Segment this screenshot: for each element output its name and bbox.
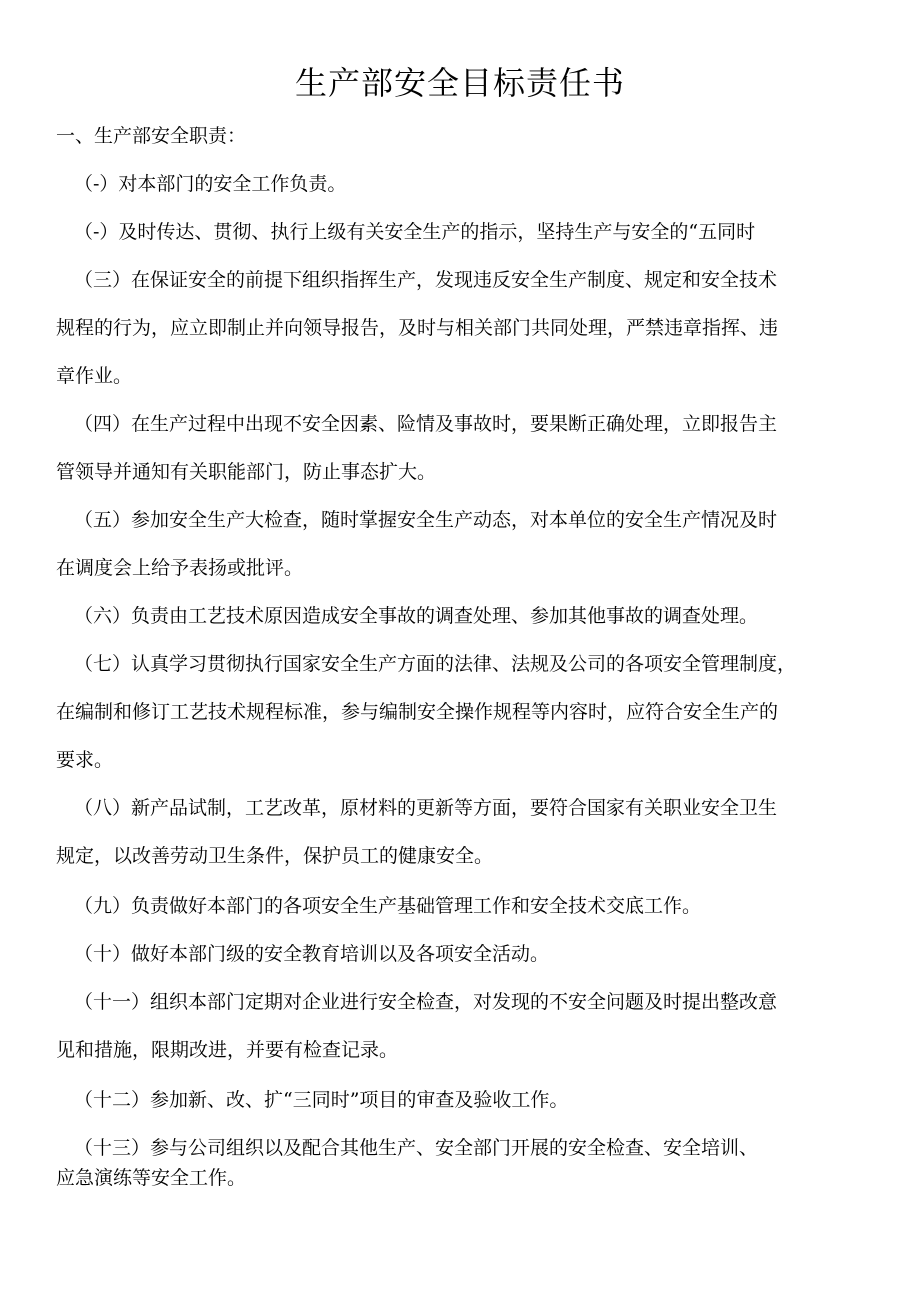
paragraph-line: （五）参加安全生产大检查，随时掌握安全生产动态，对本单位的安全生产情况及时 <box>74 509 778 531</box>
paragraph-line: 管领导并通知有关职能部门，防止事态扩大。 <box>56 461 437 483</box>
paragraph-line: （十二）参加新、改、扩“三同时”项目的审查及验收工作。 <box>74 1089 569 1111</box>
paragraph-line: （十一）组织本部门定期对企业进行安全检查，对发现的不安全问题及时提出整改意 <box>74 991 778 1013</box>
paragraph-line: （四）在生产过程中出现不安全因素、险情及事故时，要果断正确处理，立即报告主 <box>74 413 778 435</box>
paragraph-line: 规程的行为，应立即制止并向领导报告，及时与相关部门共同处理，严禁违章指挥、违 <box>56 317 779 339</box>
paragraph-line: 见和措施，限期改进，并要有检查记录。 <box>56 1039 399 1061</box>
paragraph-line: 在编制和修订工艺技术规程标准，参与编制安全操作规程等内容时，应符合安全生产的 <box>56 701 779 723</box>
paragraph-line: 规定，以改善劳动卫生条件，保护员工的健康安全。 <box>56 845 494 867</box>
paragraph-line: 应急演练等安全工作。 <box>56 1167 247 1189</box>
section-heading: 一、生产部安全职责： <box>56 125 247 147</box>
paragraph-line: （十三）参与公司组织以及配合其他生产、安全部门开展的安全检查、安全培训、 <box>74 1137 759 1159</box>
paragraph-line: （八）新产品试制，工艺改革，原材料的更新等方面，要符合国家有关职业安全卫生 <box>74 797 778 819</box>
paragraph-line: 章作业。 <box>56 365 133 387</box>
paragraph-line: 要求。 <box>56 749 114 771</box>
paragraph-line: （十）做好本部门级的安全教育培训以及各项安全活动。 <box>74 943 550 965</box>
paragraph-line: （六）负责由工艺技术原因造成安全事故的调查处理、参加其他事故的调查处理。 <box>74 605 759 627</box>
paragraph-line: （-）对本部门的安全工作负责。 <box>74 173 347 195</box>
document-title: 生产部安全目标责任书 <box>294 64 625 102</box>
paragraph-line: （三）在保证安全的前提下组织指挥生产，发现违反安全生产制度、规定和安全技术 <box>74 269 778 291</box>
paragraph-line: （-）及时传达、贯彻、执行上级有关安全生产的指示，坚持生产与安全的“五同时 <box>74 221 756 243</box>
paragraph-line: （七）认真学习贯彻执行国家安全生产方面的法律、法规及公司的各项安全管理制度， <box>74 653 797 675</box>
paragraph-line: 在调度会上给予表扬或批评。 <box>56 557 304 579</box>
paragraph-line: （九）负责做好本部门的各项安全生产基础管理工作和安全技术交底工作。 <box>74 895 702 917</box>
